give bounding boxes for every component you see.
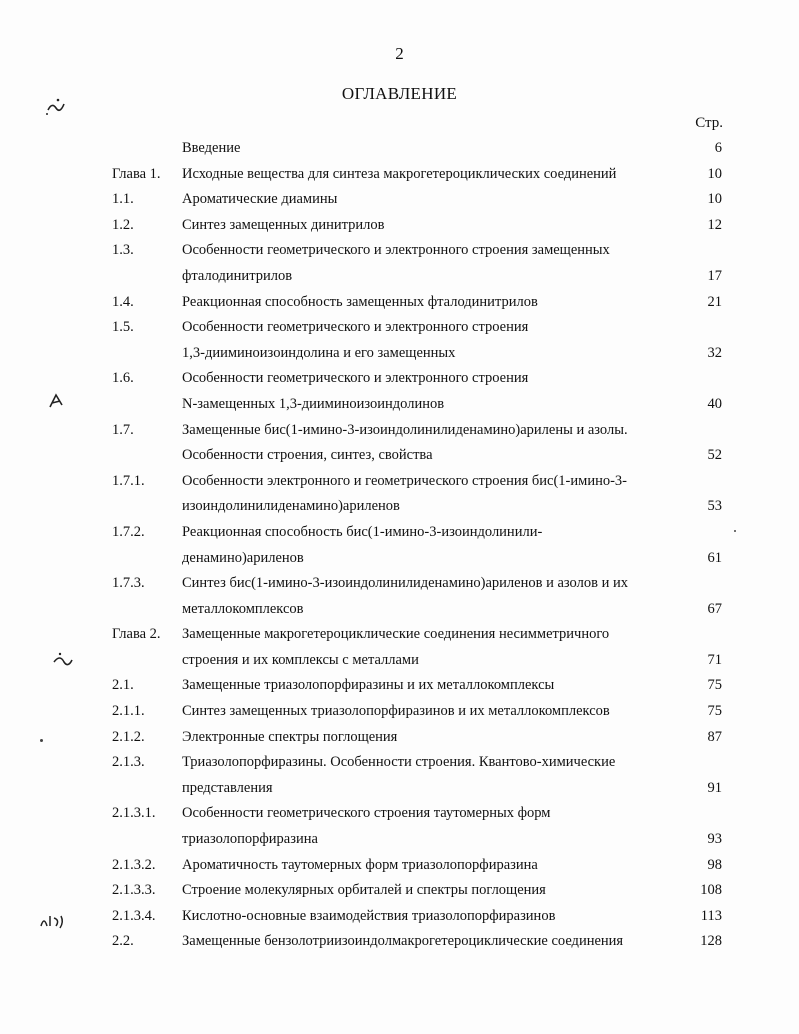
toc-title: изоиндолинилиденамино)ариленов	[182, 498, 400, 515]
toc-number: 1.2.	[112, 216, 134, 233]
toc-number: 2.1.	[112, 677, 134, 694]
toc-title: Синтез замещенных динитрилов	[182, 216, 385, 233]
toc-page: 6	[714, 140, 722, 156]
toc-title: фталодинитрилов	[182, 267, 293, 284]
toc-title: Триазолопорфиразины. Особенности строения. Квантово-химические	[182, 754, 616, 771]
toc-row	[0, 443, 799, 469]
toc-row	[0, 315, 799, 341]
toc-title: Замещенные бензолотриизоиндолмакрогетероциклические соединения	[182, 933, 624, 950]
toc-title: Особенности геометрического и электронного строения	[182, 370, 529, 387]
toc-row	[0, 878, 799, 904]
toc-number: 2.1.3.4.	[112, 907, 156, 924]
toc-title: Замещенные бис(1-имино-3-изоиндолинилиденамино)арилены и азолы.	[182, 421, 628, 438]
toc-title: Электронные спектры поглощения	[182, 728, 398, 745]
toc-number: 2.1.3.1.	[112, 805, 156, 822]
toc-title: Кислотно-основные взаимодействия триазолопорфиразинов	[182, 907, 556, 924]
toc-row	[0, 929, 799, 955]
toc-title: Реакционная способность бис(1-имино-3-изоиндолинили-	[182, 523, 543, 540]
toc-title: металлокомплексов	[182, 600, 304, 617]
toc-title: Реакционная способность замещенных фталодинитрилов	[182, 293, 538, 310]
toc-row	[0, 622, 799, 648]
toc-number: 1.6.	[112, 370, 134, 387]
toc-row	[0, 290, 799, 316]
toc-number: 1.7.1.	[112, 472, 145, 489]
toc-number: Глава 1.	[112, 165, 161, 182]
margin-mark	[44, 96, 68, 123]
toc-row	[0, 418, 799, 444]
toc-row	[0, 699, 799, 725]
toc-title: Синтез замещенных триазолопорфиразинов и их металлокомплексов	[182, 703, 610, 720]
toc-page: 52	[707, 447, 722, 464]
toc-page: 10	[707, 191, 722, 208]
toc-page: 91	[707, 779, 722, 796]
page-title: ОГЛАВЛЕНИЕ	[341, 84, 458, 103]
toc-row	[0, 904, 799, 930]
toc-title: Особенности геометрического и электронного строения	[182, 319, 529, 336]
toc-title: денамино)ариленов	[182, 549, 304, 566]
toc-title: Ароматические диамины	[182, 191, 338, 208]
toc-number: 2.2.	[112, 933, 134, 950]
toc-page: 98	[707, 856, 722, 873]
toc-row	[0, 546, 799, 572]
toc-page: 21	[707, 293, 722, 310]
toc-row	[0, 238, 799, 264]
toc-page: 67	[707, 600, 722, 617]
toc-row	[0, 187, 799, 213]
toc-title: Исходные вещества для синтеза макрогетероциклических соединений	[182, 165, 617, 182]
toc-row	[0, 776, 799, 802]
toc-row	[0, 162, 799, 188]
toc-title: Особенности геометрического и электронного строения замещенных	[182, 242, 610, 259]
toc-title: Замещенные триазолопорфиразины и их металлокомплексы	[182, 677, 555, 694]
toc-row	[0, 213, 799, 239]
toc-page: 87	[707, 728, 722, 745]
toc-row	[0, 673, 799, 699]
toc-page: 128	[700, 933, 722, 950]
toc-row	[0, 341, 799, 367]
toc-row	[0, 494, 799, 520]
toc-title: триазолопорфиразина	[182, 831, 318, 848]
toc-page: 61	[707, 549, 722, 566]
toc-row	[0, 750, 799, 776]
toc-page: 75	[707, 703, 722, 720]
toc-title: Синтез бис(1-имино-3-изоиндолинилиденамино)ариленов и азолов и их	[182, 575, 628, 592]
toc-page: 32	[707, 344, 722, 361]
handwritten-mark-icon	[44, 96, 68, 118]
toc-row	[0, 725, 799, 751]
toc-title: Особенности строения, синтез, свойства	[182, 447, 433, 464]
toc-row	[0, 520, 799, 546]
toc-number: Глава 2.	[112, 626, 161, 643]
toc-number: 2.1.3.2.	[112, 856, 156, 873]
toc-title: строения и их комплексы с металлами	[182, 651, 419, 668]
toc-title: N-замещенных 1,3-дииминоизоиндолинов	[182, 395, 445, 412]
toc-title: Ароматичность таутомерных форм триазолопорфиразина	[182, 856, 538, 873]
toc-page: 40	[707, 395, 722, 412]
toc-page: 17	[707, 267, 722, 284]
toc-number: 1.7.3.	[112, 575, 145, 592]
toc-number: 2.1.1.	[112, 703, 145, 720]
toc-page: 93	[707, 831, 722, 848]
toc-row	[0, 136, 799, 162]
toc-page: 71	[707, 651, 722, 668]
toc-number: 1.4.	[112, 293, 134, 310]
toc-number: 1.7.2.	[112, 523, 145, 540]
toc-page: 53	[707, 498, 722, 515]
toc-title: Введение	[182, 140, 241, 156]
toc-page: 12	[707, 216, 722, 233]
toc-title: 1,3-дииминоизоиндолина и его замещенных	[182, 344, 456, 361]
toc-row	[0, 264, 799, 290]
toc-number: 2.1.3.	[112, 754, 145, 771]
toc-number: 1.5.	[112, 319, 134, 336]
toc-page: 113	[700, 907, 722, 924]
toc-title: Строение молекулярных орбиталей и спектры поглощения	[182, 882, 546, 899]
toc-number: 1.3.	[112, 242, 134, 259]
toc-row	[0, 827, 799, 853]
toc-row	[0, 571, 799, 597]
toc-title: Особенности электронного и геометрического строения бис(1-имино-3-	[182, 472, 627, 489]
table-of-contents	[0, 136, 799, 955]
page-number: 2	[395, 44, 404, 63]
toc-title: Замещенные макрогетероциклические соединения несимметричного	[182, 626, 610, 643]
toc-number: 1.7.	[112, 421, 134, 438]
toc-row	[0, 366, 799, 392]
toc-page: 75	[707, 677, 722, 694]
toc-row	[0, 853, 799, 879]
toc-title: представления	[182, 779, 273, 796]
toc-page: 108	[700, 882, 722, 899]
toc-title: Особенности геометрического строения таутомерных форм	[182, 805, 551, 822]
toc-number: 2.1.3.3.	[112, 882, 156, 899]
toc-row	[0, 392, 799, 418]
toc-row	[0, 648, 799, 674]
toc-number: 2.1.2.	[112, 728, 145, 745]
toc-number: 1.1.	[112, 191, 134, 208]
toc-row	[0, 801, 799, 827]
toc-row	[0, 597, 799, 623]
page-column-label: Стр.	[695, 115, 723, 131]
toc-row	[0, 469, 799, 495]
toc-page: 10	[707, 165, 722, 182]
